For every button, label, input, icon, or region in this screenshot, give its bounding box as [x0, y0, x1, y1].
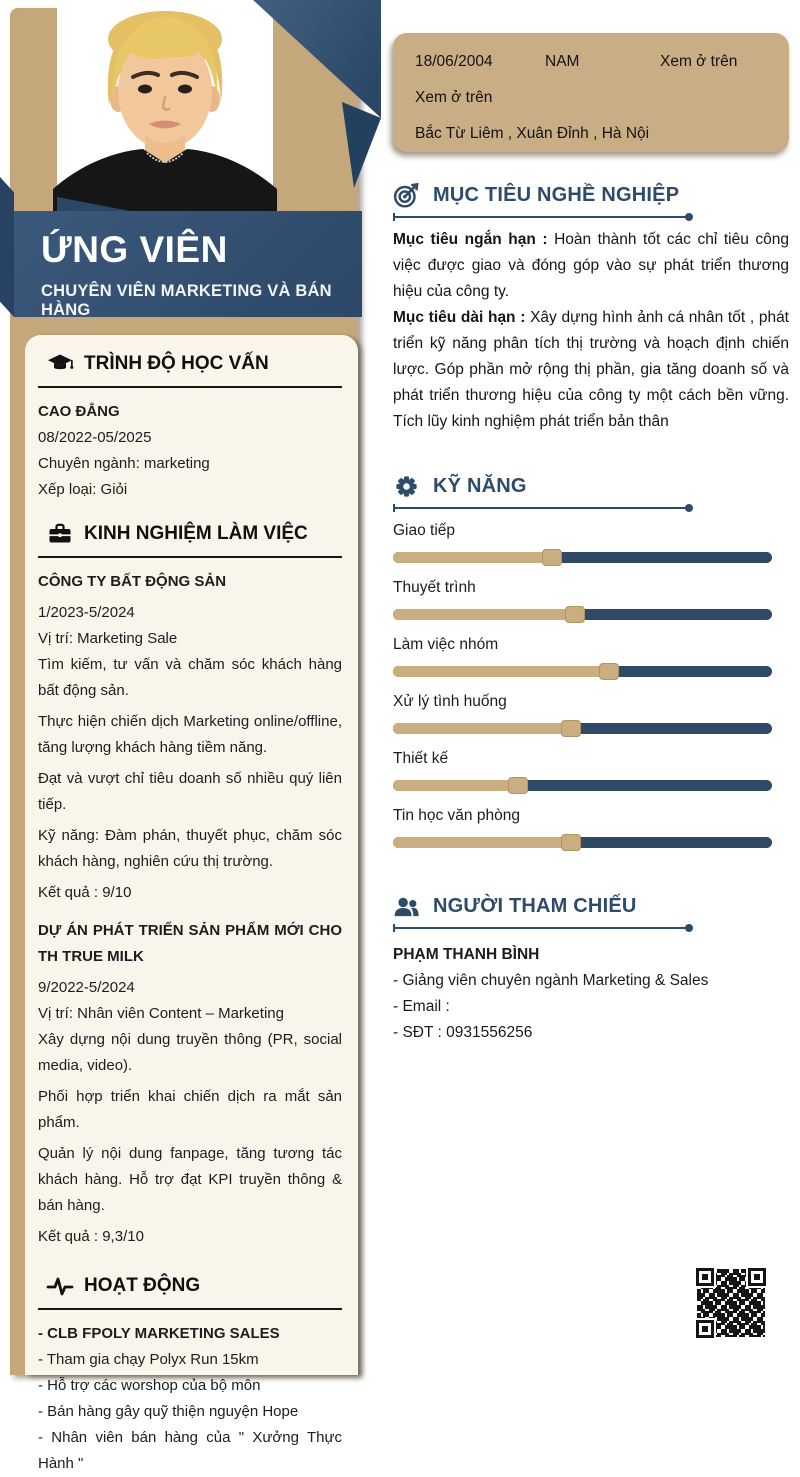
references-heading	[393, 893, 789, 920]
job-period: 9/2022-5/2024	[38, 979, 135, 996]
gender: NAM	[545, 53, 580, 70]
skill-slider-thumb[interactable]	[542, 549, 562, 566]
job-bullet: Kỹ năng: Đàm phán, thuyết phục, chăm sóc khách hàng, nghiên cứu thị trường.	[38, 827, 342, 870]
birth-date: 18/06/2004	[415, 53, 493, 70]
qr-code	[694, 1266, 768, 1340]
personal-info-box	[393, 33, 789, 152]
portrait-illustration	[57, 5, 273, 211]
banner-corner-fold	[57, 197, 130, 211]
skill-slider-thumb[interactable]	[599, 663, 619, 680]
education-heading-label: TRÌNH ĐỘ HỌC VẤN	[84, 353, 269, 374]
gear-icon	[393, 473, 420, 500]
skill-item	[393, 636, 789, 680]
email-note: Xem ở trên	[415, 89, 493, 106]
sidebar-content-panel	[25, 335, 358, 1472]
skill-bar[interactable]	[393, 549, 772, 566]
skills-heading-label: KỸ NĂNG	[433, 475, 527, 497]
skill-item	[393, 693, 789, 737]
banner-left-fold	[0, 177, 14, 317]
job-period: 1/2023-5/2024	[38, 604, 135, 621]
candidate-name: ỨNG VIÊN	[41, 229, 228, 270]
skill-label: Giao tiếp	[393, 522, 456, 539]
activity-item: - Bán hàng gây quỹ thiện nguyện Hope	[38, 1403, 299, 1420]
objective-long-label: Mục tiêu dài hạn :	[393, 309, 526, 326]
heading-underline	[393, 216, 689, 218]
people-icon	[393, 893, 420, 920]
activity-item: - Hỗ trợ các worshop của bộ môn	[38, 1377, 261, 1394]
name-banner	[14, 211, 362, 317]
job-bullet: Xây dựng nội dung truyền thông (PR, social media, video).	[38, 1031, 342, 1074]
experience-heading	[38, 519, 342, 558]
job-title: CÔNG TY BẤT ĐỘNG SẢN	[38, 573, 227, 590]
skill-bar[interactable]	[393, 663, 772, 680]
activity-item: - CLB FPOLY MARKETING SALES	[38, 1325, 280, 1342]
skill-label: Xử lý tình huống	[393, 693, 507, 710]
phone-note: Xem ở trên	[660, 53, 738, 70]
skill-label: Làm việc nhóm	[393, 636, 499, 653]
skill-slider-thumb[interactable]	[565, 606, 585, 623]
graduation-cap-icon	[47, 351, 73, 377]
heading-underline	[393, 927, 689, 929]
job-bullet: Quản lý nội dung fanpage, tăng tương tác khách hàng. Hỗ trợ đạt KPI truyền thông & bán hàng.	[38, 1145, 342, 1214]
reference-detail: - Giảng viên chuyên ngành Marketing & Sales	[393, 972, 709, 989]
briefcase-icon	[47, 521, 73, 547]
job-bullet: Tìm kiếm, tư vấn và chăm sóc khách hàng bất động sản.	[38, 656, 342, 699]
job-bullet: Kết quả : 9,3/10	[38, 1228, 144, 1245]
skill-item	[393, 807, 789, 851]
activity-item: - Tham gia chạy Polyx Run 15km	[38, 1351, 259, 1368]
education-grade: Xếp loại: Giỏi	[38, 481, 128, 498]
skill-slider-thumb[interactable]	[561, 834, 581, 851]
objective-long-text: Xây dựng hình ảnh cá nhân tốt , phát triển kỹ năng phân tích thị trường và hoạch định chiến lược. Góp phần mở rộng thị phần, gia tăng doanh số và phát triển thương hiệu của công ty một cách bền vững. Tích lũy kinh nghiệm phát triển bản thân	[393, 309, 789, 430]
candidate-role: CHUYÊN VIÊN MARKETING VÀ BÁN HÀNG	[41, 282, 332, 319]
objective-short	[393, 227, 789, 305]
qr-finder	[696, 1268, 714, 1286]
objective-short-label: Mục tiêu ngắn hạn :	[393, 231, 548, 248]
skill-label: Tin học văn phòng	[393, 807, 520, 824]
main-column	[393, 0, 789, 1046]
skill-bar[interactable]	[393, 777, 772, 794]
qr-finder	[748, 1268, 766, 1286]
job-position: Vị trí: Marketing Sale	[38, 630, 178, 647]
skill-bar[interactable]	[393, 834, 772, 851]
activity-pulse-icon	[47, 1273, 73, 1299]
profile-photo	[57, 5, 273, 211]
reference-detail: - SĐT : 0931556256	[393, 1024, 533, 1041]
education-major: Chuyên ngành: marketing	[38, 455, 210, 472]
education-heading	[38, 349, 342, 388]
skill-item	[393, 579, 789, 623]
job-bullet: Thực hiện chiến dịch Marketing online/offline, tăng lượng khách hàng tiềm năng.	[38, 713, 342, 756]
references-heading-label: NGƯỜI THAM CHIẾU	[433, 895, 637, 917]
activity-item: - Nhân viên bán hàng của " Xưởng Thực Hành "	[38, 1429, 342, 1472]
address: Bắc Từ Liêm , Xuân Đỉnh , Hà Nội	[415, 125, 650, 142]
education-school: CAO ĐẲNG	[38, 403, 120, 420]
job-bullet: Phối hợp triển khai chiến dịch ra mắt sản phẩm.	[38, 1088, 342, 1131]
skill-bar[interactable]	[393, 606, 772, 623]
corner-ribbon-decoration	[250, 0, 384, 190]
activities-heading-label: HOẠT ĐỘNG	[84, 1275, 201, 1296]
job-title: DỰ ÁN PHÁT TRIỂN SẢN PHẨM MỚI CHO TH TRUE MILK	[38, 922, 342, 965]
objective-short-text: Hoàn thành tốt các chỉ tiêu công việc được giao và đóng góp vào sự phát triển thương hiệu của công ty.	[393, 231, 790, 300]
skill-label: Thiết kế	[393, 750, 449, 767]
target-icon	[393, 182, 420, 209]
qr-finder	[696, 1320, 714, 1338]
job-bullet: Kết quả : 9/10	[38, 884, 132, 901]
objective-heading-label: MỤC TIÊU NGHỀ NGHIỆP	[433, 184, 680, 206]
skills-heading	[393, 473, 789, 500]
skill-label: Thuyết trình	[393, 579, 476, 596]
skill-bar[interactable]	[393, 720, 772, 737]
education-period: 08/2022-05/2025	[38, 429, 152, 446]
objective-heading	[393, 182, 789, 209]
skill-slider-thumb[interactable]	[561, 720, 581, 737]
skill-slider-thumb[interactable]	[508, 777, 528, 794]
skill-item	[393, 750, 789, 794]
experience-heading-label: KINH NGHIỆM LÀM VIỆC	[84, 523, 308, 544]
reference-detail: - Email :	[393, 998, 450, 1015]
job-bullet: Đạt và vượt chỉ tiêu doanh số nhiều quý liên tiếp.	[38, 770, 342, 813]
objective-long	[393, 305, 789, 435]
job-position: Vị trí: Nhân viên Content – Marketing	[38, 1005, 284, 1022]
skill-item	[393, 522, 789, 566]
heading-underline	[393, 507, 689, 509]
reference-name: PHẠM THANH BÌNH	[393, 946, 540, 963]
activities-heading	[38, 1271, 342, 1310]
